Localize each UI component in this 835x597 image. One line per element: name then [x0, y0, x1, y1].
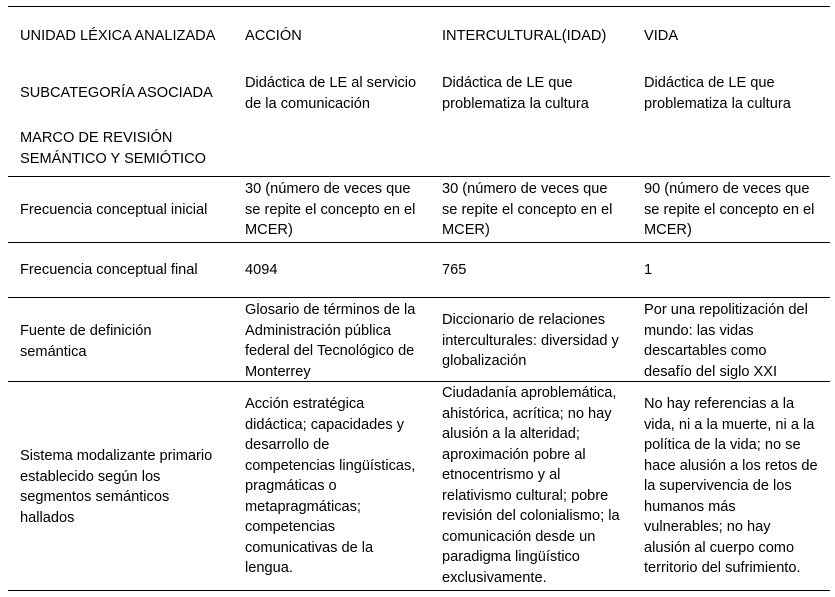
subcategoria-accion: Didáctica de LE al servicio de la comunicación [245, 75, 417, 112]
fuente-intercultural: Diccionario de relaciones interculturales: diversidad y globalización [442, 312, 619, 369]
header-vida: VIDA [644, 28, 679, 44]
frecuencia-inicial-accion: 30 (número de veces que se repite el concepto en el MCER) [245, 181, 416, 238]
frecuencia-final-vida: 1 [644, 262, 653, 278]
sistema-intercultural: Ciudadanía aproblemática, ahistórica, acrítica; no hay alusión a la alteridad; aproximación pobre al etnocentrismo y al relativismo cultural; pobre revisión del colonialismo; la comunicación desde un paradigma lingüístico exclusivamente. [442, 385, 620, 586]
header-unidad-label: UNIDAD LÉXICA ANALIZADA [20, 28, 216, 44]
fuente-accion: Glosario de términos de la Administración pública federal del Tecnológico de Monterrey [245, 302, 416, 380]
sistema-accion: Acción estratégica didáctica; capacidades y desarrollo de competencias lingüísticas, pragmáticas o metapragmáticas; competencias comunicativas de la lengua. [245, 396, 416, 576]
table-top-rule [8, 6, 830, 7]
frecuencia-inicial-vida: 90 (número de veces que se repite el concepto en el MCER) [644, 181, 815, 238]
header-intercultural: INTERCULTURAL(IDAD) [442, 28, 607, 44]
row-label-sistema-modalizante: Sistema modalizante primario establecido según los segmentos semánticos hallados [20, 448, 213, 526]
table-bottom-rule [8, 590, 830, 591]
subcategoria-vida: Didáctica de LE que problematiza la cultura [644, 75, 791, 112]
subcategoria-label: SUBCATEGORÍA ASOCIADA [20, 85, 213, 101]
row-divider [8, 242, 830, 243]
marco-label: MARCO DE REVISIÓN SEMÁNTICO Y SEMIÓTICO [20, 130, 206, 167]
fuente-vida: Por una repolitización del mundo: las vidas descartables como desafío del siglo XXI [644, 302, 808, 380]
sistema-vida: No hay referencias a la vida, ni a la muerte, ni a la política de la vida; no se hace alusión a los retos de la supervivencia de los humanos más vulnerables; no hay alusión al cuerpo como territorio del sufrimiento. [644, 396, 818, 576]
frecuencia-final-intercultural: 765 [442, 262, 467, 278]
row-label-frecuencia-inicial: Frecuencia conceptual inicial [20, 202, 208, 218]
header-accion: ACCIÓN [245, 28, 302, 44]
frecuencia-final-accion: 4094 [245, 262, 278, 278]
frecuencia-inicial-intercultural: 30 (número de veces que se repite el concepto en el MCER) [442, 181, 613, 238]
row-divider [8, 297, 830, 298]
row-label-frecuencia-final: Frecuencia conceptual final [20, 262, 198, 278]
subcategoria-intercultural: Didáctica de LE que problematiza la cultura [442, 75, 589, 112]
row-label-fuente-definicion: Fuente de definición semántica [20, 323, 152, 360]
analysis-table [8, 0, 830, 597]
header-bottom-rule [8, 176, 830, 177]
